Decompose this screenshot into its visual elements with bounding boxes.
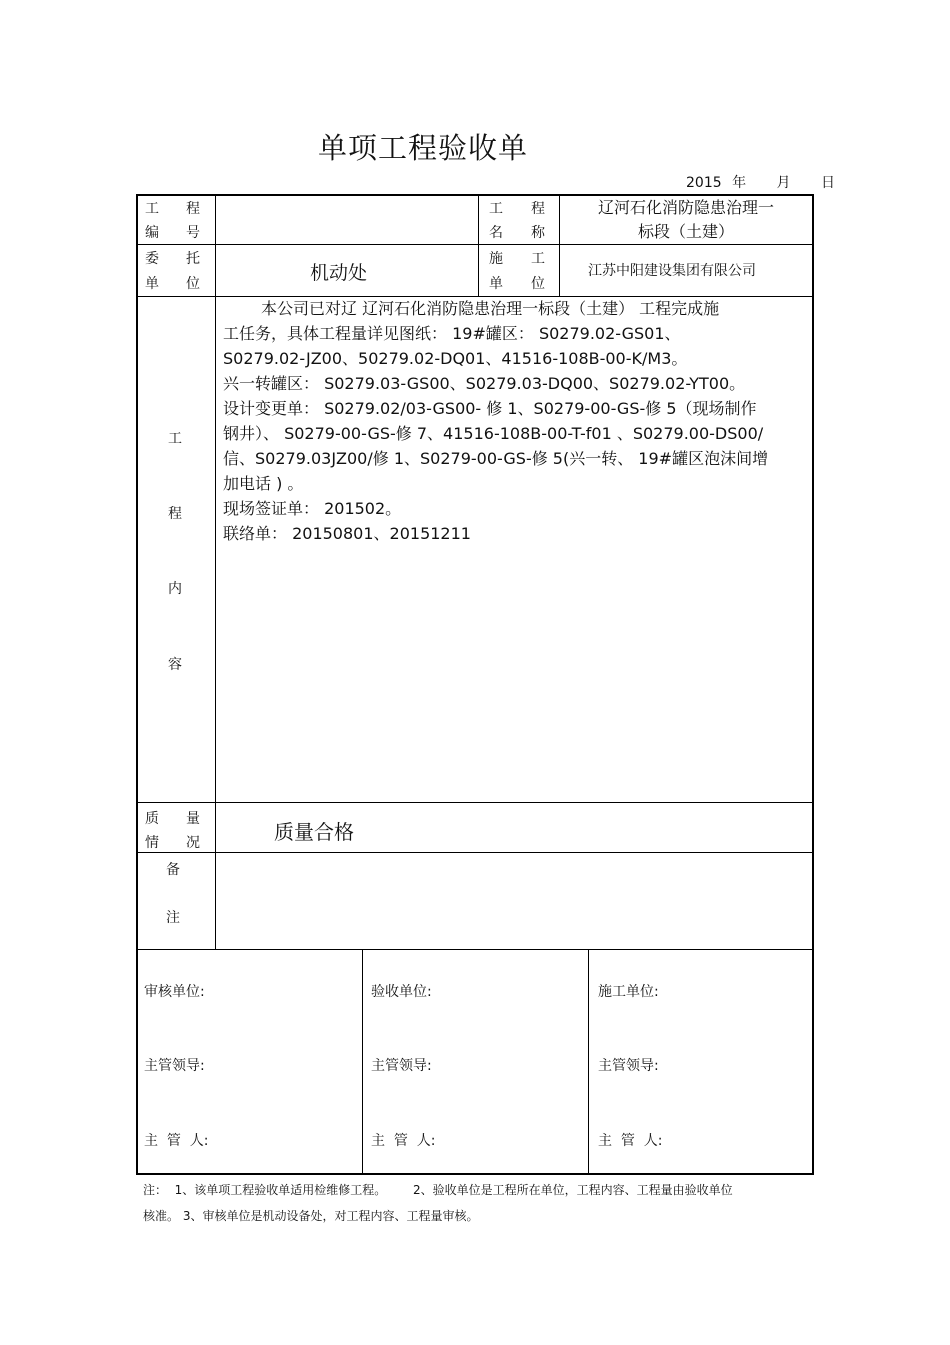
acceptance-leader-label: 主管领导:	[371, 1058, 432, 1074]
project-content-body	[223, 296, 808, 546]
project-name-label-line1: 工 程	[489, 201, 545, 217]
date-line	[686, 172, 835, 192]
content-line: 兴一转罐区： S0279.03-GS00、S0279.03-DQ00、S0279.02-YT00。	[223, 374, 746, 393]
project-no-label-line1: 工 程	[145, 201, 200, 217]
row-divider	[136, 949, 814, 950]
client-label-line1: 委 托	[145, 251, 200, 267]
content-line: 工任务，具体工程量详见图纸： 19#罐区： S0279.02-GS01、	[223, 324, 681, 343]
quality-label-line2: 情 况	[145, 835, 200, 851]
content-line: 联络单： 20150801、20151211	[223, 524, 471, 543]
content-line: 信、S0279.03JZ00/修 1、S0279-00-GS-修 5(兴一转、 19#罐区泡沫间增	[223, 449, 769, 468]
footnote-line2: 核准。 3、审核单位是机动设备处，对工程内容、工程量审核。	[143, 1209, 479, 1223]
row-divider	[136, 852, 814, 853]
content-label-char-2: 程	[168, 506, 182, 522]
remarks-label-char-2: 注	[166, 910, 180, 926]
content-label-char-3: 内	[168, 581, 182, 597]
content-line: 钢井）、 S0279-00-GS-修 7、41516-108B-00-T-f01 、S0279.00-DS00/	[223, 424, 764, 443]
review-unit-label: 审核单位:	[144, 984, 205, 1000]
content-line: 本公司已对辽 辽河石化消防隐患治理一标段（土建） 工程完成施	[261, 299, 720, 318]
acceptance-person-label: 主 管 人:	[371, 1133, 436, 1149]
content-line: 加电话 ) 。	[223, 474, 304, 493]
footnote-line1: 注： 1、该单项工程验收单适用检维修工程。 2、验收单位是工程所在单位，工程内容、工程量由验收单位	[143, 1183, 733, 1197]
content-line: S0279.02-JZ00、50279.02-DQ01、41516-108B-00-K/M3。	[223, 349, 688, 368]
project-name-label-line2: 名 称	[489, 225, 545, 241]
acceptance-unit-label: 验收单位:	[371, 984, 432, 1000]
page-title: 单项工程验收单	[318, 131, 529, 165]
content-label-char-4: 容	[168, 657, 182, 673]
date-day-unit: 日	[821, 175, 835, 191]
content-line: 设计变更单： S0279.02/03-GS00- 修 1、S0279-00-GS-修 5（现场制作	[223, 399, 757, 418]
col-divider	[215, 194, 216, 949]
quality-label-line1: 质 量	[145, 811, 200, 827]
date-year: 2015	[686, 175, 722, 191]
contractor-value: 江苏中阳建设集团有限公司	[588, 263, 756, 279]
date-month-unit: 月	[776, 175, 791, 191]
row-divider	[136, 802, 814, 803]
content-line: 现场签证单： 201502。	[223, 499, 402, 518]
col-divider	[362, 949, 363, 1175]
content-label-char-1: 工	[168, 431, 182, 447]
contractor-label-line2: 单 位	[489, 276, 545, 292]
client-value: 机动处	[310, 262, 368, 284]
quality-value: 质量合格	[274, 820, 354, 844]
construction-leader-label: 主管领导:	[598, 1058, 659, 1074]
construction-person-label: 主 管 人:	[598, 1133, 663, 1149]
row-divider	[136, 244, 814, 245]
project-no-label-line2: 编 号	[145, 225, 200, 241]
review-person-label: 主 管 人:	[144, 1133, 209, 1149]
construction-unit-label: 施工单位:	[598, 984, 659, 1000]
col-divider	[478, 194, 479, 296]
project-name-value: 辽河石化消防隐患治理一 标段（土建）	[597, 198, 774, 241]
col-divider	[588, 949, 589, 1175]
contractor-label-line1: 施 工	[489, 251, 545, 267]
client-label-line2: 单 位	[145, 276, 200, 292]
remarks-label-char-1: 备	[166, 862, 180, 878]
date-year-unit: 年	[732, 175, 747, 191]
review-leader-label: 主管领导:	[144, 1058, 205, 1074]
